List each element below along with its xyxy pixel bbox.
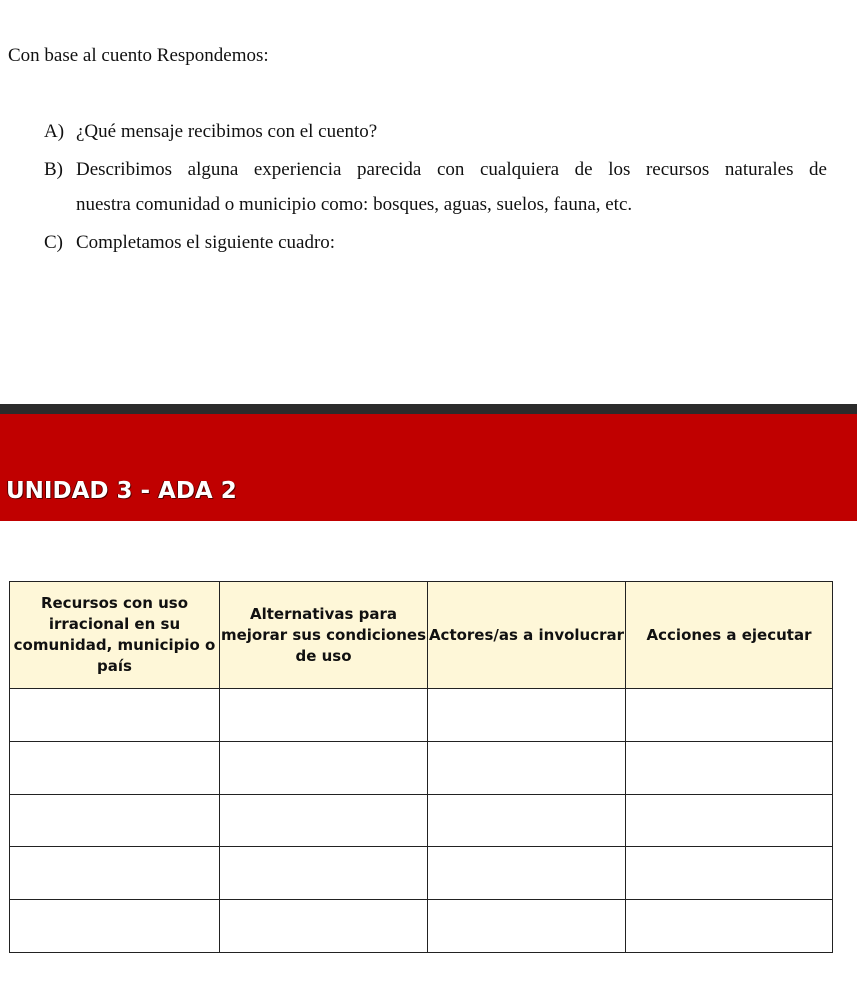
table-cell[interactable] [220,741,428,794]
table-row [10,741,833,794]
table-cell[interactable] [220,689,428,742]
question-b-letter: B) [44,159,63,180]
table-cell[interactable] [220,847,428,900]
table-cell[interactable] [428,900,626,953]
table-cell[interactable] [428,689,626,742]
banner-dark-strip [0,404,857,414]
question-b [44,158,827,182]
table-cell[interactable] [626,900,833,953]
banner-title: UNIDAD 3 - ADA 2 [6,478,237,504]
question-a-letter: A) [44,121,65,142]
table-cell[interactable] [10,794,220,847]
table-cell[interactable] [10,741,220,794]
table-cell[interactable] [10,900,220,953]
table-cell[interactable] [626,741,833,794]
table-cell[interactable] [626,847,833,900]
table-cell[interactable] [220,900,428,953]
header-recursos: Recursos con uso irracional en su comunidad, municipio o país [10,582,220,689]
activity-table [9,581,833,953]
intro-text: Con base al cuento Respondemos: [8,45,269,66]
question-a-text: ¿Qué mensaje recibimos con el cuento? [76,121,378,142]
table-cell[interactable] [10,847,220,900]
table-cell[interactable] [428,794,626,847]
header-acciones: Acciones a ejecutar [626,582,833,689]
unit-banner [0,414,857,521]
table-row [10,794,833,847]
table-row [10,900,833,953]
table-header-row [10,582,833,689]
question-b-text: Describimos alguna experiencia parecida con cualquiera de los recursos naturales de [76,159,827,180]
table-cell[interactable] [626,689,833,742]
table-row [10,847,833,900]
question-c [44,231,335,255]
question-b-continuation: nuestra comunidad o municipio como: bosques, aguas, suelos, fauna, etc. [76,194,633,215]
question-c-letter: C) [44,232,63,253]
header-actores: Actores/as a involucrar [428,582,626,689]
table-cell[interactable] [626,794,833,847]
table-row [10,689,833,742]
question-c-text: Completamos el siguiente cuadro: [76,232,336,253]
table-cell[interactable] [10,689,220,742]
table-cell[interactable] [428,741,626,794]
table-cell[interactable] [428,847,626,900]
question-a [44,120,377,144]
table-cell[interactable] [220,794,428,847]
header-alternativas: Alternativas para mejorar sus condiciones de uso [220,582,428,689]
